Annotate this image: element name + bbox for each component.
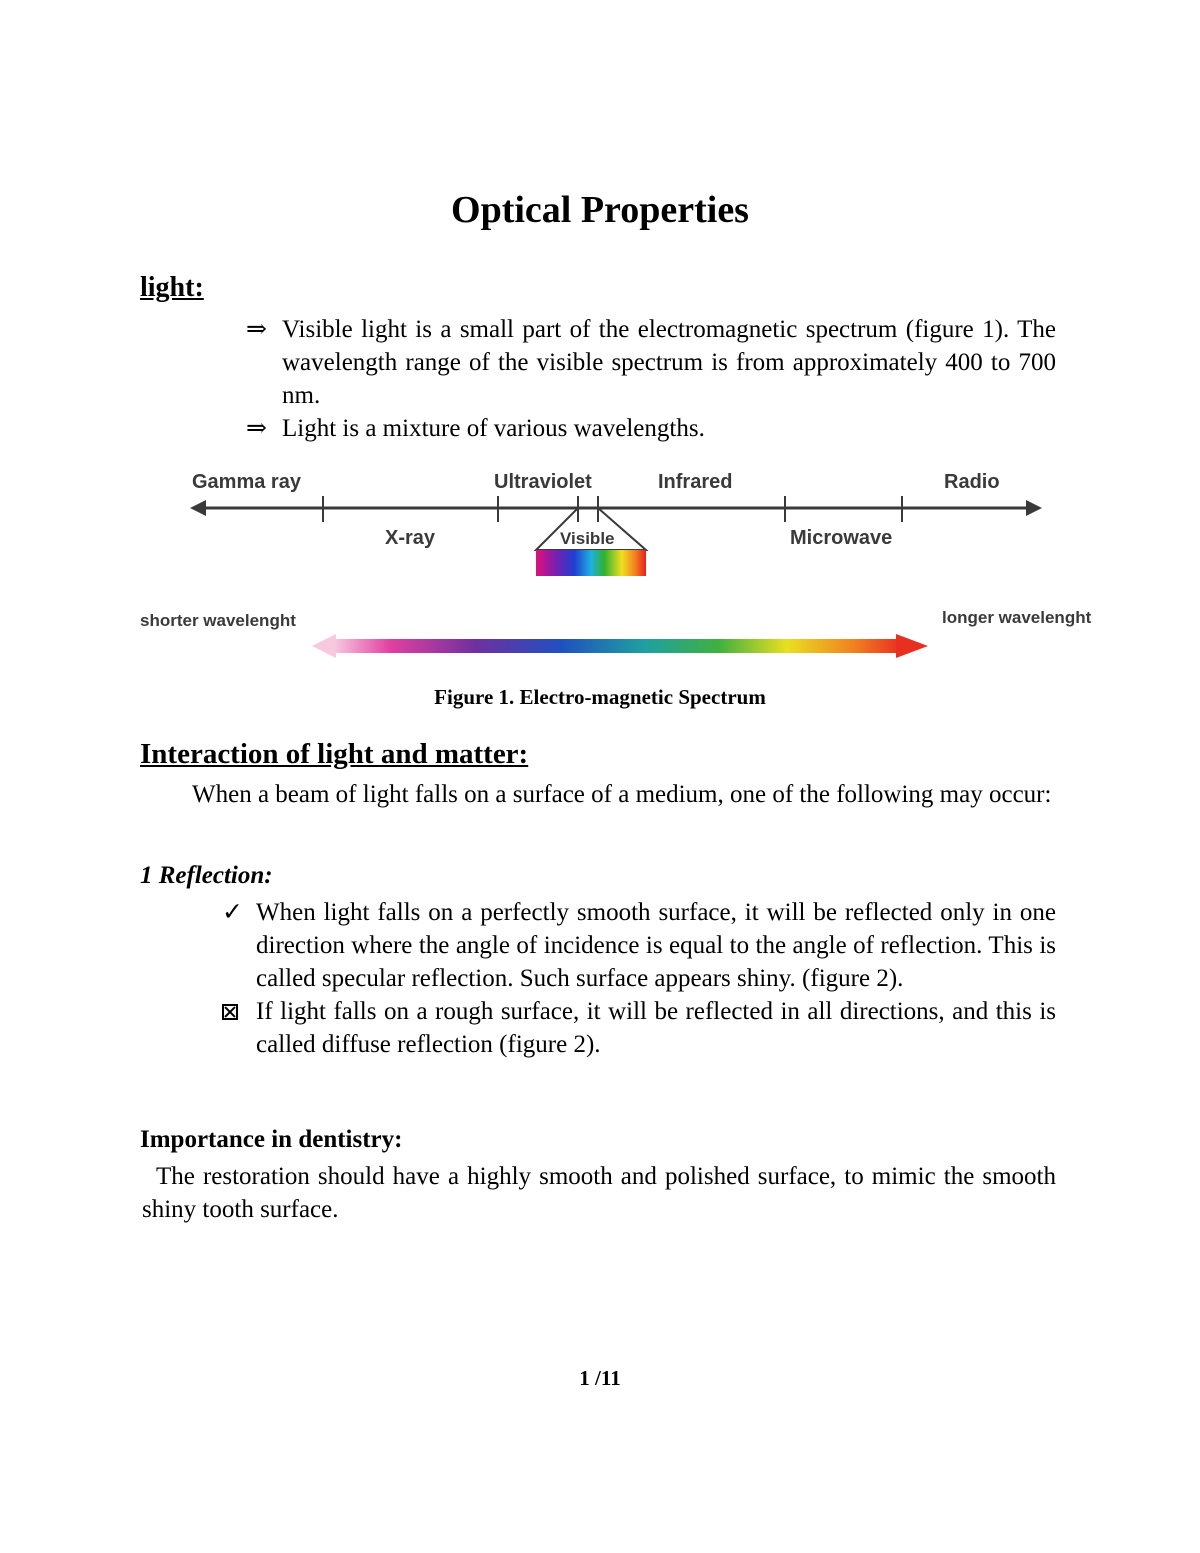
spectrum-axis: [190, 496, 1042, 522]
reflection-diffuse-text: If light falls on a rough surface, it will be reflected in all directions, and this is called diffuse reflection (figure 2).: [256, 998, 1056, 1058]
checkmark-icon: ✓: [222, 899, 243, 926]
spectrum-figure: [130, 462, 1110, 667]
page-title: Optical Properties: [451, 189, 749, 231]
bullet-text: Visible light is a small part of the electromagnetic spectrum (figure 1). The wavelength range of the visible spectrum is from approximately 400 to 700 nm.: [282, 316, 1056, 409]
importance-text: The restoration should have a highly smooth and polished surface, to mimic the smooth shiny tooth surface.: [142, 1163, 1056, 1223]
boxed-x-icon: [222, 995, 256, 1061]
wavelength-arrow: [312, 634, 928, 658]
list-item: [246, 313, 1056, 412]
section-heading-interaction: Interaction of light and matter:: [140, 738, 529, 770]
infrared-label: Infrared: [658, 471, 733, 493]
list-item: [222, 995, 1056, 1061]
shorter-wavelength-label: shorter wavelenght: [140, 611, 296, 630]
xray-label: X-ray: [385, 527, 436, 549]
list-item: [246, 412, 1056, 445]
section-heading-importance: Importance in dentistry:: [140, 1126, 403, 1153]
visible-label: Visible: [560, 529, 615, 548]
bullet-text: Light is a mixture of various wavelengths.: [282, 415, 705, 442]
list-item: [222, 896, 1056, 995]
gamma-ray-label: Gamma ray: [192, 471, 301, 493]
page-number: 1 /11: [579, 1366, 621, 1390]
reflection-list: [222, 896, 1056, 1061]
section-heading-reflection: 1 Reflection:: [140, 862, 273, 889]
figure-caption: Figure 1. Electro-magnetic Spectrum: [434, 685, 766, 709]
ultraviolet-label: Ultraviolet: [494, 471, 592, 493]
longer-wavelength-label: longer wavelenght: [942, 608, 1092, 627]
radio-label: Radio: [944, 471, 1000, 493]
reflection-specular-text: When light falls on a perfectly smooth surface, it will be reflected only in one direction where the angle of incidence is equal to the angle of reflection. This is called specular reflection. Such surface appears shiny. (figure 2).: [256, 899, 1056, 992]
arrow-icon: ⇒: [246, 316, 267, 343]
interaction-intro: When a beam of light falls on a surface of a medium, one of the following may occur:: [192, 781, 1052, 808]
microwave-label: Microwave: [790, 527, 893, 549]
arrow-icon: ⇒: [246, 415, 267, 442]
light-bullet-list: [246, 313, 1056, 445]
section-heading-light: light:: [140, 272, 204, 303]
